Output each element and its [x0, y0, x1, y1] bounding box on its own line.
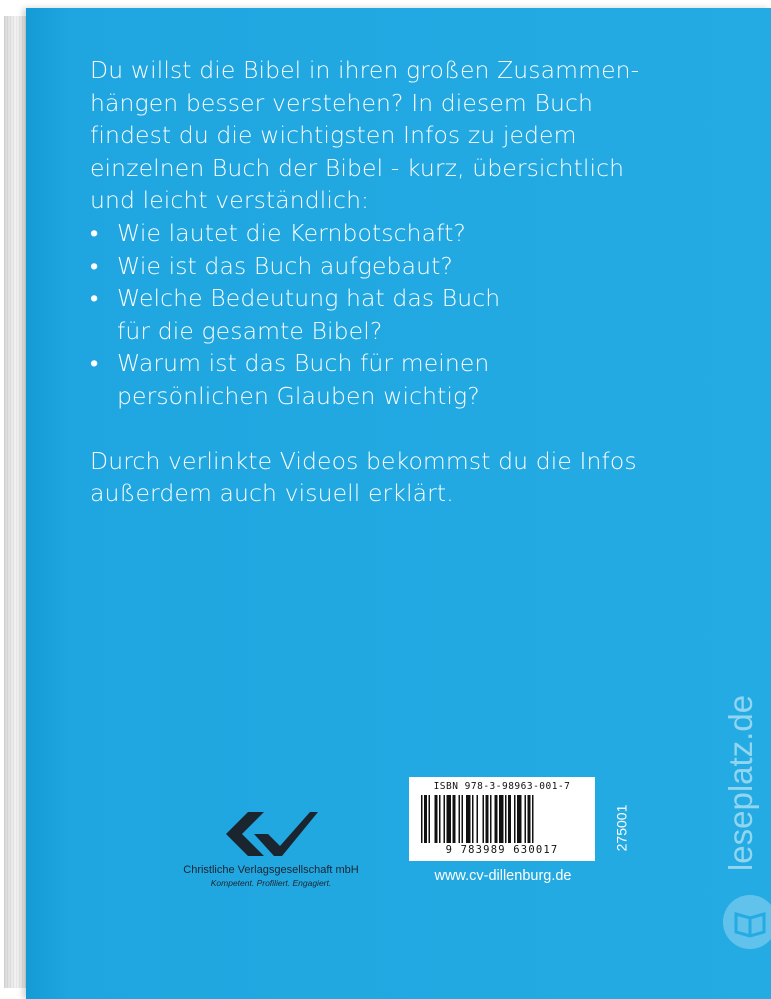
- bullet-item: [90, 347, 690, 412]
- publisher-logo-icon: [224, 808, 318, 858]
- intro-line: Du willst die Bibel in ihren großen Zusammen-: [90, 56, 640, 84]
- intro-line: einzelnen Buch der Bibel - kurz, übersichtlich: [90, 153, 625, 182]
- bullet-list: [90, 217, 690, 413]
- watermark: [716, 694, 766, 872]
- isbn-number: ISBN 978-3-98963-001-7: [433, 781, 571, 792]
- bullet-text: Welche Bedeutung hat das Buch: [117, 284, 501, 313]
- back-cover-blurb: [90, 54, 690, 510]
- intro-line: hängen besser verstehen? In diesem Buch: [90, 88, 593, 117]
- bullet-item: [90, 217, 690, 250]
- watermark-book-icon: [722, 894, 771, 950]
- bullet-item: [90, 250, 690, 283]
- bullet-text: persönlichen Glauben wichtig?: [117, 381, 480, 410]
- bullet-text: Warum ist das Buch für meinen: [117, 349, 490, 378]
- bullet-dot: •: [90, 284, 99, 313]
- closing-line: Durch verlinkte Videos bekommst du die Infos: [90, 446, 637, 475]
- closing-line: außerdem auch visuell erklärt.: [90, 479, 454, 508]
- publisher-name: Christliche Verlagsgesellschaft mbH: [183, 864, 359, 876]
- bullet-dot: •: [90, 251, 99, 280]
- bullet-text: Wie ist das Buch aufgebaut?: [117, 251, 453, 280]
- intro-line: findest du die wichtigsten Infos zu jedem: [90, 121, 577, 150]
- barcode-bars: [421, 795, 581, 843]
- bullet-dot: •: [90, 218, 99, 247]
- book-back-cover: [26, 8, 771, 999]
- article-number-text: 275001: [613, 804, 629, 852]
- ean-digits: 9 783989 630017: [445, 844, 559, 856]
- website-url: www.cv-dillenburg.de: [434, 868, 572, 884]
- intro-line: und leicht verständlich:: [90, 186, 370, 215]
- paragraph-gap: [90, 413, 690, 445]
- article-number: [611, 790, 631, 866]
- bullet-text: für die gesamte Bibel?: [117, 316, 383, 345]
- watermark-text: leseplatz.de: [722, 694, 759, 872]
- isbn-barcode: [409, 777, 595, 861]
- bullet-dot: •: [90, 349, 99, 378]
- publisher-info: [151, 864, 391, 889]
- bullet-text: Wie lautet die Kernbotschaft?: [117, 218, 466, 247]
- bullet-item: [90, 282, 690, 347]
- publisher-tagline: Kompetent. Profiliert. Engagiert.: [210, 878, 332, 888]
